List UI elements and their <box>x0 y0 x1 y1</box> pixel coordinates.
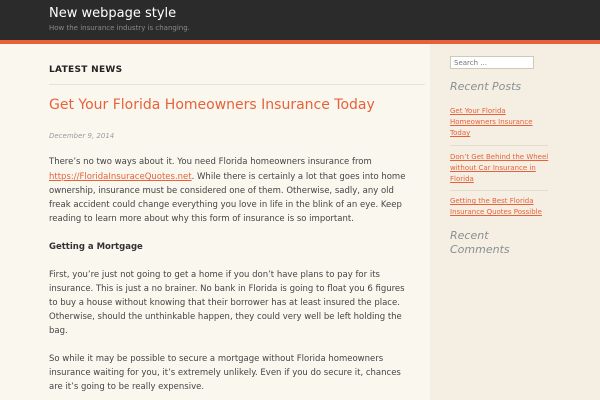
paragraph-line: ownership, insurance must be considered one of them. Otherwise, sadly, any old <box>49 186 394 196</box>
recent-comments-title: Recent <box>450 229 489 242</box>
site-tagline: How the insurance industry is changing. <box>49 24 190 32</box>
recent-post-link[interactable] <box>450 106 533 139</box>
recent-post-link-line: Today <box>450 129 471 137</box>
recent-post-link-line: without Car Insurance in <box>450 164 536 172</box>
paragraph-line: First, you’re just not going to get a home if you don’t have plans to pay for its <box>49 270 380 280</box>
post-title-link[interactable]: Get Your Florida Homeowners Insurance Today <box>49 97 375 113</box>
paragraph-line: So while it may be possible to secure a mortgage without Florida homeowners <box>49 354 384 364</box>
recent-comments-title: Comments <box>450 243 510 256</box>
paragraph-line <box>49 172 405 182</box>
paragraph-line: bag. <box>49 326 68 336</box>
subheading-getting-a-mortgage: Getting a Mortgage <box>49 242 143 252</box>
recent-post-link[interactable] <box>450 152 548 185</box>
section-title: LATEST NEWS <box>49 65 123 75</box>
paragraph-line: reading to learn more about why this form of insurance is so important. <box>49 214 354 224</box>
recent-posts-title: Recent Posts <box>450 80 522 93</box>
recent-post-link-line: Don’t Get Behind the Wheel <box>450 153 549 161</box>
recent-post-link-line: Homeowners Insurance <box>450 118 533 126</box>
recent-post-link-line: Getting the Best Florida <box>450 197 534 205</box>
search-input[interactable] <box>450 56 534 69</box>
florida-quotes-link[interactable]: https://FloridaInsuraceQuotes.net <box>49 172 192 182</box>
paragraph-line: There’s no two ways about it. You need Florida homeowners insurance from <box>49 157 372 167</box>
widget-divider <box>450 145 548 146</box>
paragraph-text: . While there is certainly a lot that goes into home <box>191 172 406 182</box>
recent-post-link-line: Get Your Florida <box>450 107 506 115</box>
paragraph-line: are it’s going to be really expensive. <box>49 382 205 392</box>
paragraph-line: insurance waiting for you, it’s extremely unlikely. Even if you do secure it, chances <box>49 368 401 378</box>
paragraph-line: to buy a house without knowing that their borrower has at least insured the place. <box>49 298 400 308</box>
widget-divider <box>450 190 548 191</box>
recent-post-link[interactable] <box>450 196 542 218</box>
paragraph-line: Otherwise, should the unthinkable happen, they could very well be left holding the <box>49 312 402 322</box>
site-title[interactable]: New webpage style <box>49 6 177 21</box>
paragraph-line: freak accident could change everything you love in life in the blink of an eye. Keep <box>49 200 402 210</box>
paragraph-line: insurance. This is just a no brainer. No bank in Florida is going to float you 6 figures <box>49 284 405 294</box>
section-divider <box>49 84 425 85</box>
post-date: December 9, 2014 <box>49 132 115 140</box>
sidebar <box>430 44 600 400</box>
recent-post-link-line: Insurance Quotes Possible <box>450 208 542 216</box>
recent-post-link-line: Florida <box>450 175 474 183</box>
